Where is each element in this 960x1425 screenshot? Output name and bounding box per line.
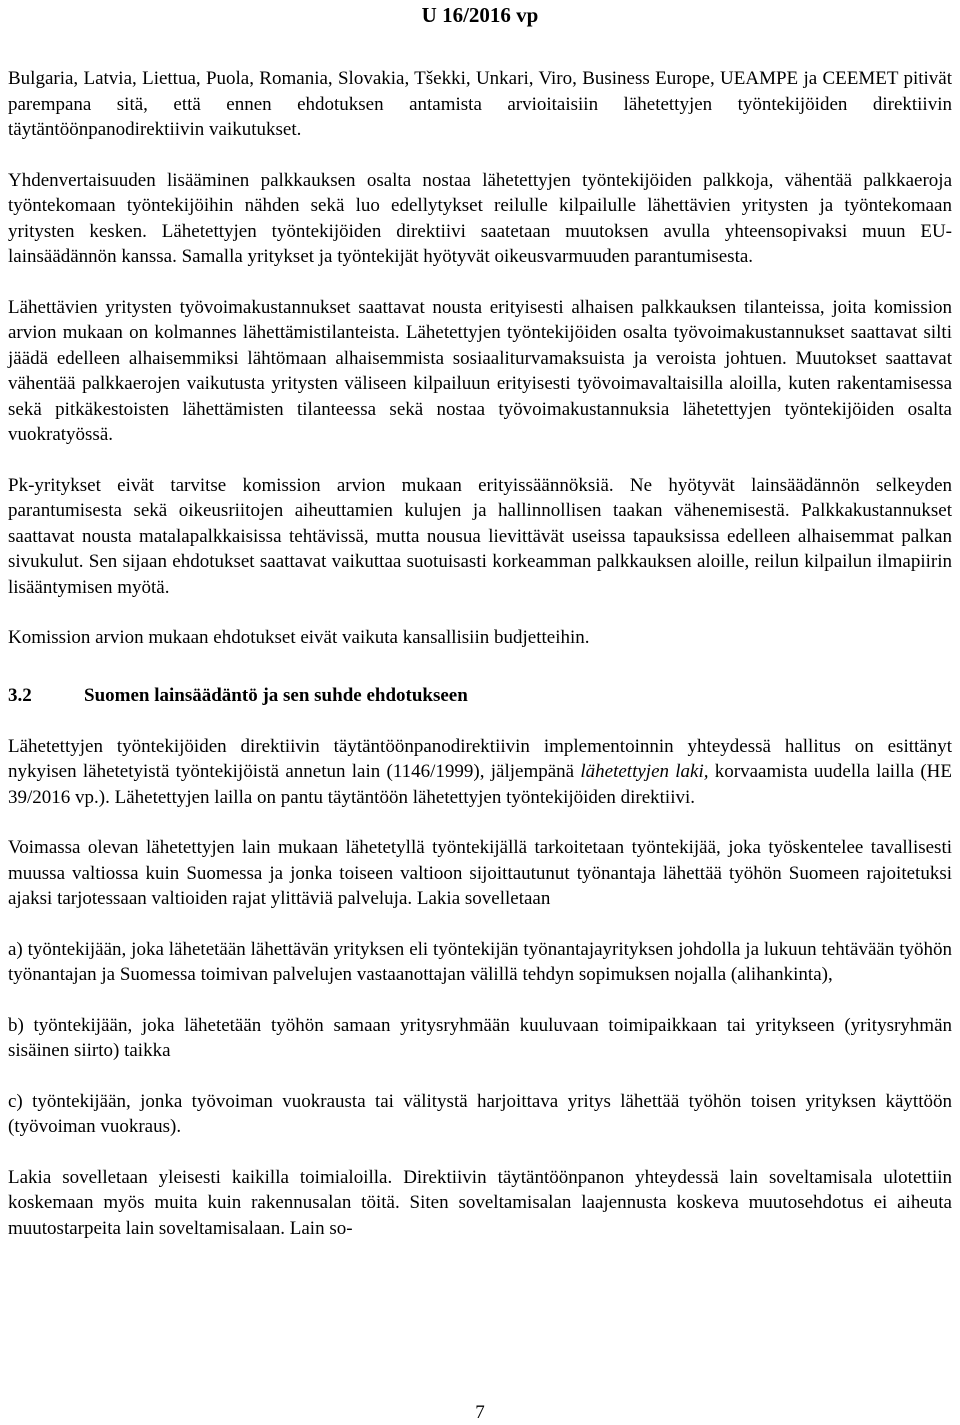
paragraph-7: Voimassa olevan lähetettyjen lain mukaan lähetetyllä työntekijällä tarkoitetaan työntekijää, joka työskentelee tavallisesti muussa valtiossa kuin Suomessa ja jonka toiseen valtioon sijoittautunut työnantaja lähettää työhön Suomeen rajoitetuksi ajaksi tarjotessaan valtioiden rajat ylittäviä palveluja. Lakia sovelletaan [8, 837, 952, 909]
document-header: U 16/2016 vp [421, 3, 539, 27]
paragraph-9: b) työntekijään, joka lähetetään työhön samaan yritysryhmään kuuluvaan toimipaikkaan tai yritykseen (yritysryhmän sisäinen siirto) taikka [8, 1014, 952, 1061]
paragraph-1: Bulgaria, Latvia, Liettua, Puola, Romania, Slovakia, Tšekki, Unkari, Viro, Business Europe, UEAMPE ja CEEMET pitivät parempana sitä, että ennen ehdotuksen antamista arvioitaisiin lähetettyjen työntekijöiden direktiivin täytäntöönpanodirektiivin vaikutukset. [8, 68, 952, 140]
page-number: 7 [475, 1402, 485, 1423]
paragraph-5: Komission arvion mukaan ehdotukset eivät vaikuta kansallisiin budjetteihin. [8, 627, 590, 648]
section-title: Suomen lainsäädäntö ja sen suhde ehdotukseen [84, 684, 468, 706]
paragraph-6 [8, 734, 952, 811]
paragraph-6-part-a: Lähetettyjen työntekijöiden direktiivin täytäntöönpanodirektiivin implementoinnin yhteydessä hallitus on esittänyt nykyisen lähetetyistä työntekijöistä annetun lain (1146/1999), jäljempänä [8, 735, 952, 782]
paragraph-6-italic: lähetettyjen laki, [580, 761, 709, 782]
paragraph-4: Pk-yritykset eivät tarvitse komission arvion mukaan erityissäännöksiä. Ne hyötyvät lainsäädännön selkeyden parantumisesta sekä oikeusriitojen aiheuttamien kulujen ja hallinnollisen taakan vähenemisestä. Palkkakustannukset saattavat nousta matalapalkkaisissa tehtävissä, mutta nousua lievittävät useissa tapauksissa edelleen alhaisemmat palkan sivukulut. Sen sijaan ehdotukset saattavat vaikuttaa suotuisasti korkeamman palkkauksen aloille, reilun kilpailun ilmapiirin lisääntymisen myötä. [8, 474, 952, 598]
paragraph-8: a) työntekijään, joka lähetetään lähettävän yrityksen eli työntekijän työnantajayrityksen johdolla ja lukuun tehtävään työhön työnantajan ja Suomessa toimivan palvelujen vastaanottajan välillä tehdyn sopimuksen nojalla (alihankinta), [8, 938, 952, 985]
section-heading [8, 683, 952, 709]
paragraph-6-part-b: korvaamista uudella lailla (HE 39/2016 vp.). Lähetettyjen lailla on pantu täytäntöön lähetettyjen työntekijöiden direktiivi. [8, 761, 952, 808]
paragraph-11: Lakia sovelletaan yleisesti kaikilla toimialoilla. Direktiivin täytäntöönpanon yhteydessä lain soveltamisala ulotettiin koskemaan myös muita kuin rakennusalan töitä. Siten soveltamisalan laajennusta koskeva muutosehdotus ei aiheuta muutostarpeita lain soveltamisalaan. Lain so- [8, 1166, 952, 1239]
paragraph-10: c) työntekijään, jonka työvoiman vuokrausta tai välitystä harjoittava yritys lähettää työhön toisen yrityksen käyttöön (työvoiman vuokraus). [8, 1090, 952, 1137]
paragraph-2: Yhdenvertaisuuden lisääminen palkkauksen osalta nostaa lähetettyjen työntekijöiden palkkoja, vähentää palkkaeroja työntekomaan työntekijöihin nähden sekä luo edellytykset reilulle kilpailulle lähettävien yritysten ja työntekomaan yritysten kesken. Lähetettyjen työntekijöiden direktiivi saatetaan muutoksen avulla yhteensopivaksi muun EU-lainsäädännön kanssa. Samalla yritykset ja työntekijät hyötyvät oikeusvarmuuden parantumisesta. [8, 169, 952, 267]
document-body [8, 66, 952, 1266]
section-number: 3.2 [8, 684, 32, 706]
paragraph-3: Lähettävien yritysten työvoimakustannukset saattavat nousta erityisesti alhaisen palkkauksen tilanteissa, joita komission arvion mukaan on kolmannes lähettämistilanteista. Lähetettyjen työntekijöiden osalta työvoimakustannukset saattavat silti jäädä edelleen alhaisemmiksi lähtömaan alhaisemmista sosiaaliturvamaksuista ja veroista johtuen. Muutokset saattavat vähentää palkkaerojen vaikutusta yritysten väliseen kilpailuun erityisesti työvoimavaltaisilla aloilla, kuten rakentamisessa sekä pitkäkestoisten lähettämisten tilanteessa sekä nostaa työvoimakustannuksia lähetettyjen työntekijöiden osalta vuokratyössä. [8, 296, 952, 445]
